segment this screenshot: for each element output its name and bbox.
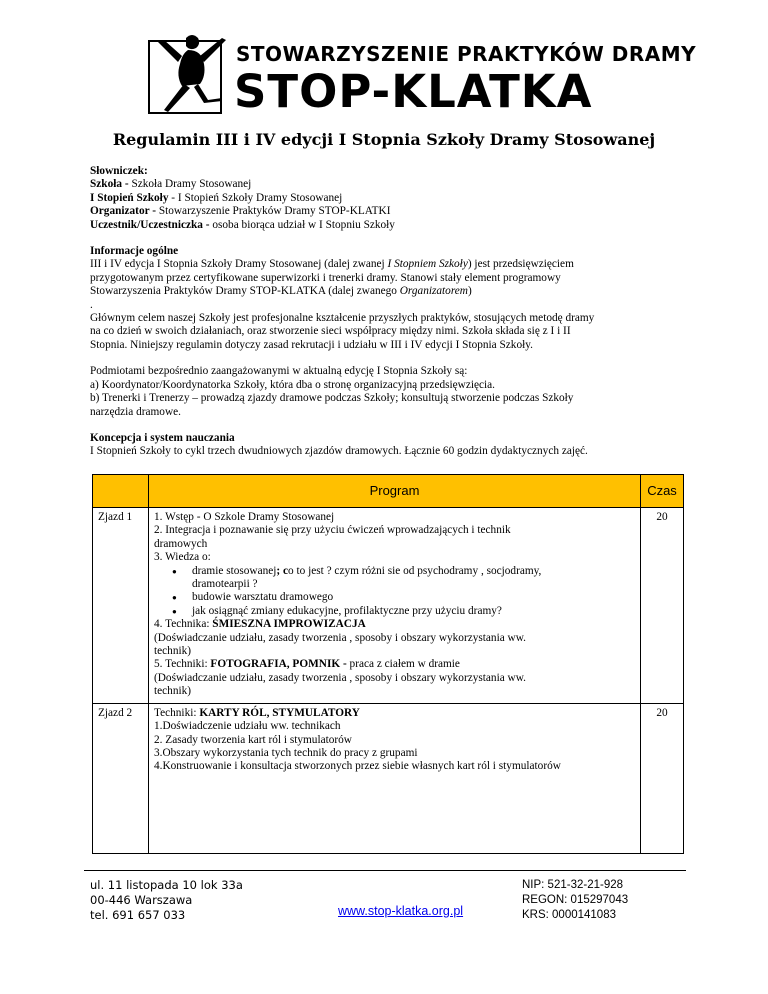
glossary-item: Organizator - Stowarzyszenie Praktyków Dramy STOP-KLATKI: [90, 205, 391, 218]
regon-line: REGON: 015297043: [522, 894, 629, 906]
table-row: [93, 703, 684, 853]
address-line: ul. 11 listopada 10 lok 33a: [90, 878, 243, 892]
glossary-item: Uczestnik/Uczestniczka - osoba biorąca udział w I Stopniu Szkoły: [90, 218, 395, 231]
website-link[interactable]: www.stop-klatka.org.pl: [338, 904, 464, 918]
program-line: 2. Zasady tworzenia kart ról i stymulatorów: [154, 733, 352, 746]
program-line: 1. Wstęp - O Szkole Dramy Stosowanej: [154, 511, 335, 523]
general-heading: Informacje ogólne: [90, 245, 179, 258]
phone-line: tel. 691 657 033: [90, 908, 186, 922]
table-header-row: [93, 475, 684, 508]
list-item: ● budowie warsztatu dramowego: [172, 591, 635, 604]
row-label: Zjazd 2: [93, 703, 149, 853]
nip-line: NIP: 521-32-21-928: [522, 879, 624, 891]
subjects-text: Podmiotami bezpośrednio zaangażowanymi w aktualną edycję I Stopnia Szkoły są:: [90, 365, 468, 378]
program-line: technik): [154, 645, 192, 658]
program-line: 4. Technika: ŚMIESZNA IMPROWIZACJA: [154, 618, 366, 631]
program-line: (Doświadczanie udziału, zasady tworzenia , sposoby i obszary wykorzystania ww.: [154, 671, 526, 684]
concept-heading: Koncepcja i system nauczania: [90, 431, 235, 444]
general-text: przygotowanym przez certyfikowane superwizorki i trenerki dramy. Stanowi stały element programowy: [90, 271, 561, 284]
general-text: Głównym celem naszej Szkoły jest profesjonalne kształcenie przyszłych praktyków, stosujących metodę dramy: [90, 312, 595, 325]
row-label: Zjazd 1: [93, 508, 149, 704]
program-line: 1.Doświadczenie udziału ww. technikach: [154, 720, 341, 733]
general-dot: .: [90, 298, 93, 311]
subjects-text: a) Koordynator/Koordynatorka Szkoły, która dba o stronę organizacyjną przedsięwzięcia.: [90, 378, 495, 391]
program-table: [92, 474, 684, 854]
table-row: [93, 508, 684, 704]
general-text: Stopnia. Niniejszy regulamin dotyczy zasad rekrutacji i udziału w III i IV edycji I Stopnia Szkoły.: [90, 338, 533, 351]
address-line: 00-446 Warszawa: [90, 893, 193, 907]
row-time: 20: [641, 508, 684, 704]
program-line: 5. Techniki: FOTOGRAFIA, POMNIK - praca z ciałem w dramie: [154, 658, 460, 671]
row-program: [149, 508, 641, 704]
header-program: Program: [149, 475, 641, 508]
list-item: ● jak osiągnąć zmiany edukacyjne, profilaktyczne przy użyciu dramy?: [172, 605, 635, 618]
general-text: III i IV edycja I Stopnia Szkoły Dramy Stosowanej (dalej zwanej I Stopniem Szkoły) jest przedsięwzięciem: [90, 258, 574, 271]
header-empty-cell: [93, 475, 149, 508]
glossary-item: Szkoła - Szkoła Dramy Stosowanej: [90, 178, 252, 191]
dancer-figure-icon: [146, 30, 238, 116]
document-title: Regulamin III i IV edycji I Stopnia Szkoły Dramy Stosowanej: [112, 130, 656, 149]
program-line: (Doświadczanie udziału, zasady tworzenia , sposoby i obszary wykorzystania ww.: [154, 631, 526, 644]
program-line: 3.Obszary wykorzystania tych technik do pracy z grupami: [154, 746, 418, 759]
row-time: 20: [641, 703, 684, 853]
header-time: Czas: [641, 475, 684, 508]
program-line: dramowych: [154, 537, 208, 550]
footer-divider: [84, 870, 686, 871]
footer-registry: [522, 878, 628, 923]
program-line: 4.Konstruowanie i konsultacja stworzonych przez siebie własnych kart ról i stymulatorów: [154, 760, 561, 773]
krs-line: KRS: 0000141083: [522, 909, 616, 921]
logo-title-line1: STOWARZYSZENIE PRAKTYKÓW DRAMY: [236, 42, 697, 66]
glossary-item: I Stopień Szkoły - I Stopień Szkoły Dramy Stosowanej: [90, 191, 343, 204]
header-logo: [148, 30, 697, 120]
subjects-text: b) Trenerki i Trenerzy – prowadzą zjazdy dramowe podczas Szkoły; konsultują stworzenie podczas Szkoły: [90, 392, 574, 405]
list-item: ● dramie stosowanej; co to jest ? czym różni sie od psychodramy , socjodramy, dramotearpii ?: [172, 565, 635, 592]
program-line: 3. Wiedza o:: [154, 551, 211, 564]
glossary-heading: Słowniczek:: [90, 165, 148, 177]
general-text: Stowarzyszenia Praktyków Dramy STOP-KLATKA (dalej zwanego Organizatorem): [90, 285, 472, 298]
row-program: [149, 703, 641, 853]
logo-title-line2: STOP-KLATKA: [234, 65, 593, 118]
program-line: 2. Integracja i poznawanie się przy użyciu ćwiczeń wprowadzających i technik: [154, 524, 511, 537]
subjects-text: narzędzia dramowe.: [90, 405, 181, 418]
general-text: na co dzień w swoich działaniach, oraz stworzenie sieci współpracy między nimi. Szkoła składa się z I i II: [90, 325, 571, 338]
program-line: Techniki: KARTY RÓL, STYMULATORY: [154, 706, 360, 719]
concept-text: I Stopnień Szkoły to cykl trzech dwudniowych zjazdów dramowych. Łącznie 60 godzin dydaktycznych zajęć.: [90, 445, 588, 458]
footer-address: [90, 878, 243, 923]
program-bullet-list: [154, 565, 635, 619]
document-body: [90, 165, 690, 459]
program-line: technik): [154, 685, 192, 698]
